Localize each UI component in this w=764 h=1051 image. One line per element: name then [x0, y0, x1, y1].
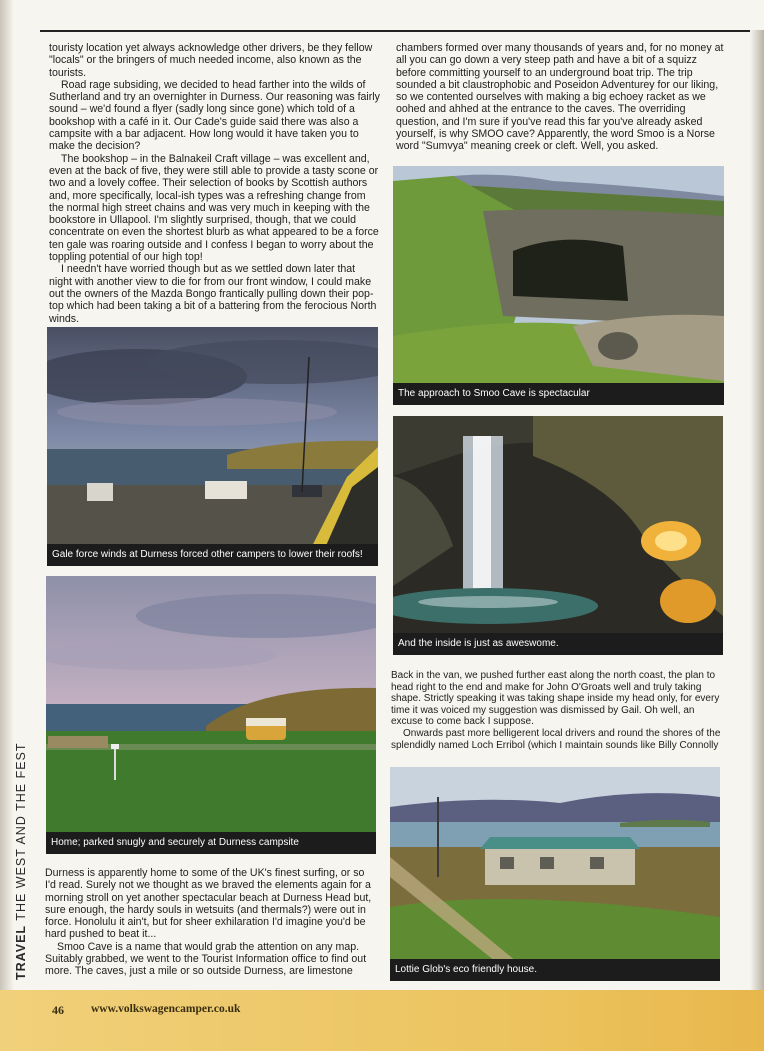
photo-smoo-cave-approach [393, 166, 724, 405]
paragraph: Durness is apparently home to some of the UK's finest surfing, or so I'd read. Surely not we thought as we braved the elements again for a morning stroll on yet another spectacular beach at Durness Head but, sure enough, the hardy souls in wetsuits (and thermals?) were out in force. Honolulu it ain't, but for sheer exhilaration I'd imagine you'd be hard pushed to beat it... [45, 867, 372, 941]
left-column-bottom-text [45, 867, 375, 978]
cave-interior-image [393, 416, 723, 655]
top-rule [40, 30, 750, 32]
paragraph: The bookshop – in the Balnakeil Craft village – was excellent and, even at the back of five, they were still able to provide a tasty scone or two and a lovely coffee. Their selection of books by Scottish authors and, more specifically, local-ish types was a refreshing change from the normal high street chains and was very much in keeping with the bookstore in Ullapool. I'm slightly surprised, though, that we could concentrate on even the shortest blurb as what appeared to be a force ten gale was roaring outside and I confess I began to worry about the toppling potential of our high top! [49, 152, 379, 264]
paragraph: Road rage subsiding, we decided to head farther into the wilds of Sutherland and try an overnighter in Durness. Our reasoning was fairly sound – we'd found a flyer (sadly long since gone) which told of a bookshop with a café in it. Our Cade's guide said there was also a campsite with a bar adjacent. How long would it have taken you to make the decision? [49, 78, 380, 153]
paragraph: Back in the van, we pushed further east along the north coast, the plan to head right to the end and make for John O'Groats well and truly taking shape. Strictly speaking it was taking shape inside my head only, for every time it was voiced my suggestion was dismissed by Gail. Oh well, an excuse to come back I suppose. [391, 670, 720, 728]
section-label-primary: TRAVEL [14, 924, 28, 980]
page-edge-shadow [750, 30, 764, 1020]
paragraph: Onwards past more belligerent local drivers and round the shores of the splendidly named Loch Erribol (which I maintain sounds like Billy Connolly [391, 727, 721, 751]
photo-gale-campers [47, 327, 378, 566]
campsite-scene-image [46, 576, 376, 854]
paragraph: chambers formed over many thousands of years and, for no money at all you can go down a very steep path and have a bit of a squizz before committing yourself to an underground boat trip. The trip sounded a bit claustrophobic and Poseidon Adventurey for our liking, so we contented ourselves with making a big echoey racket as we oohed and ahhed at the entrance to the caves. The overriding question, and I'm sure if you've read this far you've already asked yourself, is why SMOO cave? Apparently, the word Smoo is a Norse word "Sumvya" meaning creek or cleft. Well, you asked. [396, 42, 724, 153]
right-column-middle-text [391, 670, 723, 751]
page-number: 46 [52, 1003, 64, 1017]
photo-lottie-glob-house [390, 767, 720, 981]
gale-scene-image [47, 327, 378, 566]
photo-durness-campsite [46, 576, 376, 854]
left-column-top-text [49, 42, 380, 325]
photo-caption: Lottie Glob's eco friendly house. [390, 959, 720, 981]
paragraph: Smoo Cave is a name that would grab the attention on any map. Suitably grabbed, we went to the Tourist Information office to find out more. The caves, just a mile or so outside Durness, are limestone [45, 940, 367, 978]
right-column-top-text [396, 42, 726, 153]
photo-caption: Home; parked snugly and securely at Durness campsite [46, 832, 376, 854]
section-label-secondary: THE WEST AND THE FEST [14, 742, 28, 921]
footer-band [0, 990, 764, 1051]
section-label [14, 742, 28, 980]
photo-caption: Gale force winds at Durness forced other campers to lower their roofs! [47, 544, 378, 566]
eco-house-image [390, 767, 720, 981]
photo-smoo-cave-inside [393, 416, 723, 655]
cave-approach-image [393, 166, 724, 405]
paragraph: touristy location yet always acknowledge other drivers, be they fellow "locals" or the bringers of much needed income, also known as the tourists. [49, 42, 373, 79]
website-url: www.volkswagencamper.co.uk [91, 1003, 241, 1015]
photo-caption: The approach to Smoo Cave is spectacular [393, 383, 724, 405]
photo-caption: And the inside is just as aweswome. [393, 633, 723, 655]
gutter-shadow [0, 0, 14, 1051]
paragraph: I needn't have worried though but as we settled down later that night with another view to die for from our front window, I could make out the owners of the Mazda Bongo frantically pulling down their pop-top which had been taking a bit of a battering from the ferocious North winds. [49, 263, 377, 325]
